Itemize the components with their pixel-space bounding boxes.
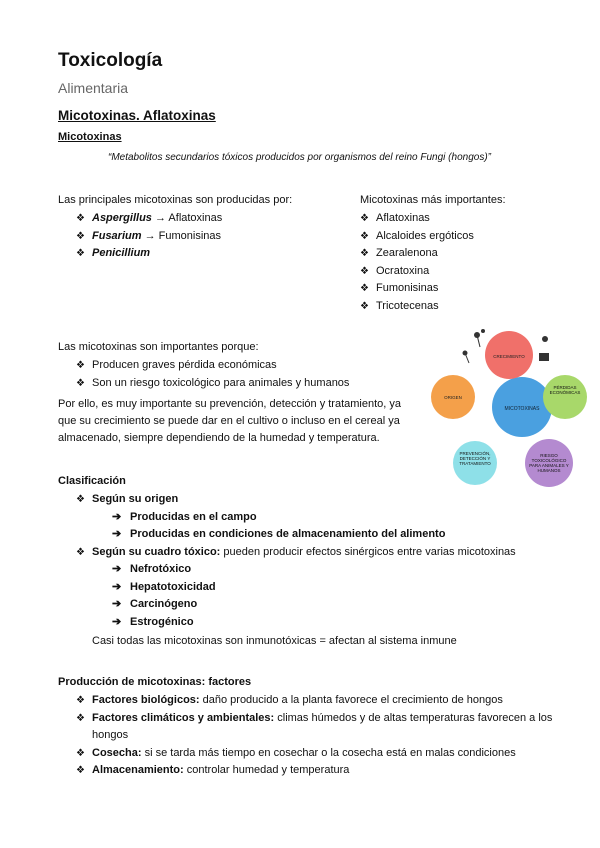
list-item: ❖ Zearalenona — [342, 245, 582, 263]
list-item: ❖ Factores biológicos: daño producido a la planta favorece el crecimiento de hongos — [58, 692, 578, 710]
node-label-wrap: PREVENCIÓN, DETECCIÓN Y TRATAMIENTO — [459, 451, 491, 466]
producers-intro: Las principales micotoxinas son producidas por: — [58, 194, 293, 206]
list-item: ❖ Fusarium → Fumonisinas — [58, 228, 338, 246]
arrow-bullet-icon: ➔ — [112, 563, 122, 575]
diamond-bullet-icon: ❖ — [76, 230, 85, 242]
list-item: ❖ Almacenamiento: controlar humedad y temperatura — [58, 762, 578, 780]
node-label-wrap: PÉRDIDAS ECONÓMICAS — [549, 385, 581, 395]
arrow-bullet-icon: ➔ — [112, 580, 122, 593]
importance-list — [58, 357, 398, 392]
important-list — [342, 210, 582, 315]
section-heading: Micotoxinas. Aflatoxinas — [58, 108, 216, 123]
list-item: ❖ Alcaloides ergóticos — [342, 228, 582, 246]
node-label: CRECIMIENTO — [493, 354, 525, 359]
diamond-bullet-icon: ❖ — [76, 747, 85, 759]
diamond-bullet-icon: ❖ — [360, 248, 369, 259]
list-item: ❖ Producen graves pérdida económicas — [58, 357, 398, 375]
diamond-bullet-icon: ❖ — [360, 230, 369, 242]
node-label-wrap: RIESGO TOXICOLÓGICO PARA ANIMALES Y HUMANOS — [529, 453, 569, 473]
list-item: ❖ Fumonisinas — [342, 280, 582, 298]
arrow-bullet-icon: ➔ — [112, 598, 122, 610]
list-item: ❖ Penicillium — [58, 245, 338, 263]
diamond-bullet-icon: ❖ — [360, 283, 369, 294]
definition-quote: “Metabolitos secundarios tóxicos producidos por organismos del reino Fungi (hongos)” — [108, 152, 491, 163]
list-item: ➔ Estrogénico — [58, 614, 578, 632]
immunotoxic-note: Casi todas las micotoxinas son inmunotóxicas = afectan al sistema inmune — [92, 635, 457, 647]
arrow-bullet-icon: ➔ — [112, 615, 122, 628]
subsection-heading: Micotoxinas — [58, 131, 122, 143]
list-item: ❖ Son un riesgo toxicológico para animales y humanos — [58, 375, 398, 393]
diamond-bullet-icon: ❖ — [76, 360, 85, 371]
arrow-bullet-icon: ➔ — [112, 528, 122, 540]
production-list — [58, 692, 578, 780]
list-item: ❖ Aflatoxinas — [342, 210, 582, 228]
micotoxinas-diagram — [425, 325, 590, 490]
production-heading: Producción de micotoxinas: factores — [58, 676, 252, 688]
list-item: ❖ Factores climáticos y ambientales: climas húmedos y de altas temperaturas favorecen a los — [58, 710, 578, 728]
list-item: ❖ Según su origen — [58, 491, 578, 509]
page-title: Toxicología — [58, 50, 163, 71]
diamond-bullet-icon: ❖ — [76, 712, 85, 724]
diamond-bullet-icon: ❖ — [76, 494, 85, 505]
center-label: MICOTOXINAS — [504, 406, 540, 412]
node-label: ORIGEN — [444, 395, 462, 400]
diamond-bullet-icon: ❖ — [76, 546, 85, 558]
classification-block — [58, 491, 578, 650]
list-item: ❖ Aspergillus → Aflatoxinas — [58, 210, 338, 228]
page-subtitle: Alimentaria — [58, 80, 129, 96]
diamond-bullet-icon: ❖ — [76, 765, 85, 776]
importance-paragraph: Por ello, es muy importante su prevención, detección y tratamiento, ya que su crecimiento se puede dar en el cultivo o incluso en el cereal ya almacenado, siempre dependiendo de la humedad y temperatura. — [58, 398, 402, 444]
diamond-bullet-icon: ❖ — [76, 695, 85, 706]
diamond-bullet-icon: ❖ — [76, 377, 85, 389]
list-item: ➔ Producidas en condiciones de almacenamiento del alimento — [58, 526, 578, 544]
diamond-bullet-icon: ❖ — [76, 213, 85, 224]
classification-heading: Clasificación — [58, 475, 126, 487]
diamond-bullet-icon: ❖ — [76, 248, 85, 259]
diamond-bullet-icon: ❖ — [360, 300, 369, 312]
importance-intro: Las micotoxinas son importantes porque: — [58, 341, 259, 353]
list-item: ➔ Carcinógeno — [58, 596, 578, 614]
arrow-bullet-icon: ➔ — [112, 510, 122, 523]
list-item: ❖ Tricotecenas — [342, 298, 582, 316]
list-item: ❖ Según su cuadro tóxico: pueden producir efectos sinérgicos entre varias micotoxinas — [58, 544, 578, 562]
important-intro: Micotoxinas más importantes: — [360, 194, 506, 206]
diamond-bullet-icon: ❖ — [360, 213, 369, 224]
producers-list — [58, 210, 338, 263]
diamond-bullet-icon: ❖ — [360, 265, 369, 277]
list-item: ➔ Producidas en el campo — [58, 509, 578, 527]
list-item: ➔ Hepatotoxicidad — [58, 579, 578, 597]
list-item: hongos — [92, 729, 129, 741]
list-item: ➔ Nefrotóxico — [58, 561, 578, 579]
list-item: ❖ Ocratoxina — [342, 263, 582, 281]
list-item: ❖ Cosecha: si se tarda más tiempo en cosechar o la cosecha está en malas condiciones — [58, 745, 578, 763]
